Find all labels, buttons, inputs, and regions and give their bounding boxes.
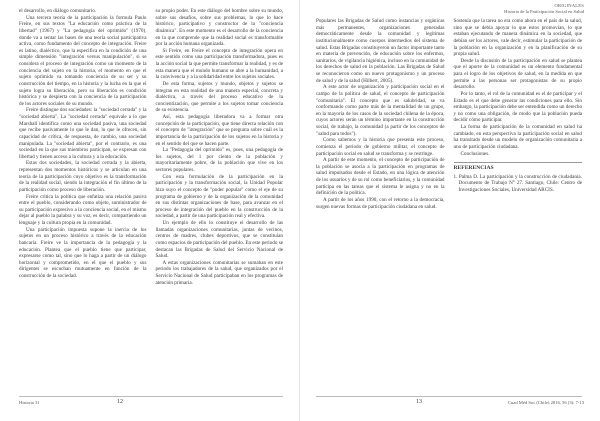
right-columns: [316, 18, 582, 210]
right-page: [300, 0, 600, 421]
right-column-1: [316, 18, 445, 210]
paragraph: Estas dos sociedades, la sociedad cerrada y la abierta, representan dos momentos históricos y se articulan en una teoría de la participación cuyo objetivo es la transformación de la realidad social, siendo la integración el fin último de la participación como proceso de liberación.: [19, 160, 147, 193]
references-heading: REFERENCIAS: [454, 162, 583, 172]
paragraph: Por lo tanto, el rol de la comunidad es el de participar y el Estado es el que debe generar las condiciones para ello. Sin embargo, la participación debe ser entendida como un derecho y no como una obligación, de modo que la población pueda decidir cómo participar.: [453, 90, 583, 124]
footer-left: Historia 31: [19, 400, 40, 405]
footer-rule: [316, 396, 582, 397]
left-column-1: [19, 8, 147, 286]
paragraph: Así, esta pedagogía liberadora va a formar otra concepción de la participación, que tiene directa relación con el concepto de "integración" que se pregunta sobre cuál es la importancia de la participación de los sujetos en la historia y en el sentido del que se hacen parte.: [155, 114, 283, 147]
page-number-right: 13: [416, 399, 422, 405]
paragraph: Una participación impuesta supone la inercia de los sujetos en un proceso histórico a través de la educación bancaria. Freire ve la importancia de la pedagogía y la educación. Plantea que el pueblo tiene que participar, expresarse como tal, sino que lo haga a partir de un diálogo horizontal y comprometido, en el que el pueblo y sus dirigentes se escuchan mutuamente en función de la construcción de la sociedad.: [19, 226, 147, 279]
running-head-title: Historia de la Participación Social en Salud: [504, 9, 584, 14]
paragraph: Con esta formulación de la participación en la participación y la transformación social, la Unidad Popular hizo suyo el concepto de "poder popular" como el eje de su programa de gobierno y de la organización de la comunidad en sus distintas organizaciones de base, para avanzar en el proceso de integración del pueblo en la construcción de la sociedad, a partir de una participación real y efectiva.: [155, 173, 283, 220]
reference-item: 1. Palma D. La participación y la construcción de ciudadanía. Documento de Trabajo N° 27. Santiago, Chile: Centro de Investigaciones Sociales, Universidad ARCIS.: [453, 173, 582, 193]
paragraph: A estas organizaciones comunitarias se sumaban en este periodo los trabajadores de la salud, que organizados por el Servicio Nacional de Salud participaban en los programas de atención primaria.: [155, 259, 283, 286]
paragraph: Si Freire, en Freire el concepto de integración opera en este sentido como una participación transformadora, pues es la acción social la que permite transformar la realidad, y es de esta manera que el mundo humano se abre a la humanidad, a la convivencia y a la solidaridad entre los sujetos sociales.: [155, 47, 283, 81]
paragraph: Sostenía que la tarea no era como ahora en el país de la salud, sino que se debía apoyar lo que estos promovían, lo que estaban ejecutando de manera dinámica en la sociedad, que debían ser los actores, vale decir, estimular la participación de la población en la organización y en la planificación de su propia salud.: [453, 18, 582, 58]
paragraph: La forma de participación de la comunidad en salud ha cambiado, en esta perspectiva la participación social en salud ha transitado desde un modelo de organización comunitaria a uno de participación ciudadana.: [453, 124, 582, 150]
paragraph: Una tercera teoría de la participación la formula Paulo Freire, en sus textos "La educación como práctica de la libertad" (1967) y "La pedagogía del oprimido" (1970), donde va a sentar las bases de una teoría social participativa activa, como fundamento del concepto de integración. Freire es latino, dialéctico, que la especifica en la condición de una simple dimensión "integración versus manipulación", si se considera el proceso de integración como un momento de la conciencia del sujeto en la historia, el momento en que el sujeto oprimido va tomando conciencia de su ser y su construcción del tiempo, en la historia y la lucha en la que el sujeto logra su liberación, pero su liberación es condición histórica y se despierta con la conciencia de la participación de los actores sociales de su mundo.: [19, 14, 147, 107]
running-head: [504, 3, 584, 15]
footer-rule: [19, 396, 283, 397]
paragraph: Freire critica la política que enfatiza una relación pasiva entre el pueblo, considerando como objeto, suministrador de su participación expresivo a la conciencia social, en el mismo dejar al pueblo la palabra y su voz, es decir, compartiendo un lenguaje y la cultura propia en la comunidad.: [19, 193, 147, 226]
page-number-left: 12: [117, 399, 123, 405]
paragraph: Populares las Brigadas de Salud como instancias y orgánicas más permanentes, organizaciones generadas democráticamente desde la comunidad y legítimas institucionalmente como cuerpos intermedios del sistema de salud. Estas Brigadas constituyeron un factor importante tanto en materia de prevención, de educación sobre los enfermos, sanitarios, de vigilancia higiénica, incluso en la comunidad de los derechos de salud en la población. Las Brigadas de Salud se reconocieron como un nuevo protagonismo y un proceso de salud y de la salud (Hilbert, 2005).: [316, 18, 445, 84]
paragraph: A partir de este momento, el concepto de participación de la población se asocia a la participación en programas de salud impulsados desde el Estado, en una lógica de atención de los usuarios y de su rol como beneficiarios, y la comunidad participa en las tareas que el sistema le asigna y no en la definición de la política.: [316, 157, 445, 197]
paragraph: Desde la discusión de la participación en salud se plantea que el aporte de la comunidad es un elemento fundamental para el logro de los objetivos de salud, en la medida en que permite a las personas ser protagonistas de su propio desarrollo.: [453, 57, 582, 91]
running-head-journal: ORIGINALES: [554, 3, 584, 8]
paragraph: A partir de los años 1990, con el retorno a la democracia, surgen nuevas formas de participación ciudadana en salud.: [316, 196, 445, 210]
right-column-2: [454, 18, 583, 210]
paragraph: Freire distingue dos sociedades: la "sociedad cerrada" y la "sociedad abierta". La "sociedad cerrada" equivale a lo que Marshall identifica como una sociedad pasiva, una sociedad que recibe pasivamente lo que le dan, lo que le ofrecen, sin capacidad de crítica, de respuesta, de cambio, una sociedad manipulada. La "sociedad abierta", por el contrario, es una sociedad en la que sus miembros participan, se expresan con libertad y tienen acceso a la cultura y a la educación.: [19, 107, 147, 160]
footer-right: Cuad Méd Soc (Chile) 2016, 56 (3): 7-13: [507, 400, 584, 405]
paragraph: su propio poder. En este diálogo del hombre sobre su mundo, sobre sus desafíos, sobre sus problemas, lo que lo hace histórico, participativo y constructor de la "conciencia dinámica". En este momento es el desarrollo de la conciencia en la que comprende que la realidad social es transformable por la acción humana organizada.: [155, 8, 283, 48]
paragraph: Como sabemos y la historia que presenta este proceso, comienza el período de gobierno militar, el concepto de participación social en salud se transforma y se restringe.: [316, 137, 445, 157]
paragraph: Un ejemplo de ello lo constituye el desarrollo de las llamadas organizaciones comunitarias, juntas de vecinos, centros de madres, clubes deportivos, que se constituían como espacios de participación del pueblo. En este periodo se destacan las Brigadas de Salud del Servicio Nacional de Salud.: [155, 220, 283, 260]
left-columns: [19, 8, 283, 286]
paragraph: De esta forma, sujetos y mundo, objetos y sujetos se integran en esta realidad de una manera especial, concreta y dialéctica, a través del proceso educativo de la concientización, que permite a los sujetos tomar conciencia de su existencia.: [155, 80, 283, 114]
paragraph: A este actor de organización y participación social en el campo de la política de salud, el concepto de participación "comunitaria". El concepto que es salubridad, se va conformando como parte más de la mentalidad de un grupo, en la mayoría de los casos de la sociedad chilena de la época, cuyos actores serán un término importante en la construcción social, de trabajo, la comunidad (a partir de los conceptos de "salud para todos").: [316, 84, 445, 137]
paragraph: Conclusiones.: [460, 150, 490, 157]
left-column-2: [156, 8, 284, 286]
paragraph: La "Pedagogía del oprimido" es, pues, una pedagogía de los sujetos, del 1 por ciento de la población y mayoritariamente pobre, de la población que vive en los sectores populares.: [155, 147, 283, 173]
paragraph: el desarrollo, en diálogo comunitario.: [19, 8, 97, 14]
